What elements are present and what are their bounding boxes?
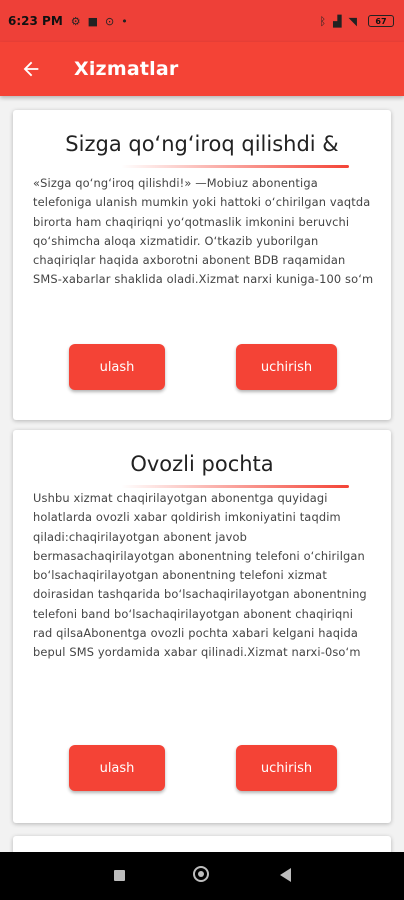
page-title: Xizmatlar <box>74 58 179 80</box>
app-notification-icon: ■ <box>87 14 99 28</box>
app-bar <box>0 42 404 96</box>
wifi-icon: ◥ <box>348 14 357 28</box>
back-arrow-icon[interactable] <box>20 58 42 80</box>
back-button[interactable] <box>280 868 291 882</box>
service-title: Sizga qo‘ng‘iroq qilishdi & <box>65 132 339 156</box>
service-card <box>13 110 391 420</box>
settings-status-icon: ⚙ <box>70 14 81 28</box>
signal-icon: ▟ <box>333 14 342 28</box>
recents-button[interactable] <box>114 870 125 881</box>
activate-button[interactable]: ulash <box>69 745 165 791</box>
status-time: 6:23 PM <box>8 14 63 28</box>
battery-icon: 67 <box>368 15 394 27</box>
status-bar <box>0 0 404 42</box>
activate-button[interactable]: ulash <box>69 344 165 390</box>
bluetooth-icon: ᛒ <box>319 14 327 28</box>
title-underline <box>121 485 349 488</box>
sync-status-icon: ⊙ <box>105 14 115 28</box>
system-nav-bar <box>0 852 404 900</box>
deactivate-button[interactable]: uchirish <box>236 745 337 791</box>
service-card <box>13 430 391 823</box>
service-description: Ushbu xizmat chaqirilayotgan abonentga quyidagi holatlarda ovozli xabar qoldirish imkoniyatini taqdim qiladi:chaqirilayotgan abonent javob bermasachaqirilayotgan abonentning telefoni o‘chirilgan bo‘lsachaqirilayotgan abonentning telefoni xizmat doirasidan tashqarida bo‘lsachaqirilayotgan abonentning telefoni band bo‘lsachaqirilayotgan abonent chaqiriqni rad qilsaAbonentga ovozli pochta xabari kelgani haqida bepul SMS yordamida xabar qilinadi.Xizmat narxi-0so‘m <box>33 491 367 660</box>
deactivate-button[interactable]: uchirish <box>236 344 337 390</box>
home-button[interactable] <box>193 866 209 882</box>
title-underline <box>121 165 349 168</box>
service-description: «Sizga qo‘ng‘iroq qilishdi!» —Mobiuz abonentiga telefoniga ulanish mumkin yoki hattoki o‘chirilgan vaqtda birorta ham chaqiriqni yo‘qotmaslik imkonini beruvchi qo‘shimcha aloqa xizmatidir. O‘tkazib yuborilgan chaqiriqlar haqida axborotni abonent BDB raqamidan SMS-xabarlar shaklida oladi.Xizmat narxi kuniga-100 so‘m <box>33 176 374 287</box>
more-notifications-icon: • <box>121 14 128 28</box>
service-title: Ovozli pochta <box>130 452 274 476</box>
